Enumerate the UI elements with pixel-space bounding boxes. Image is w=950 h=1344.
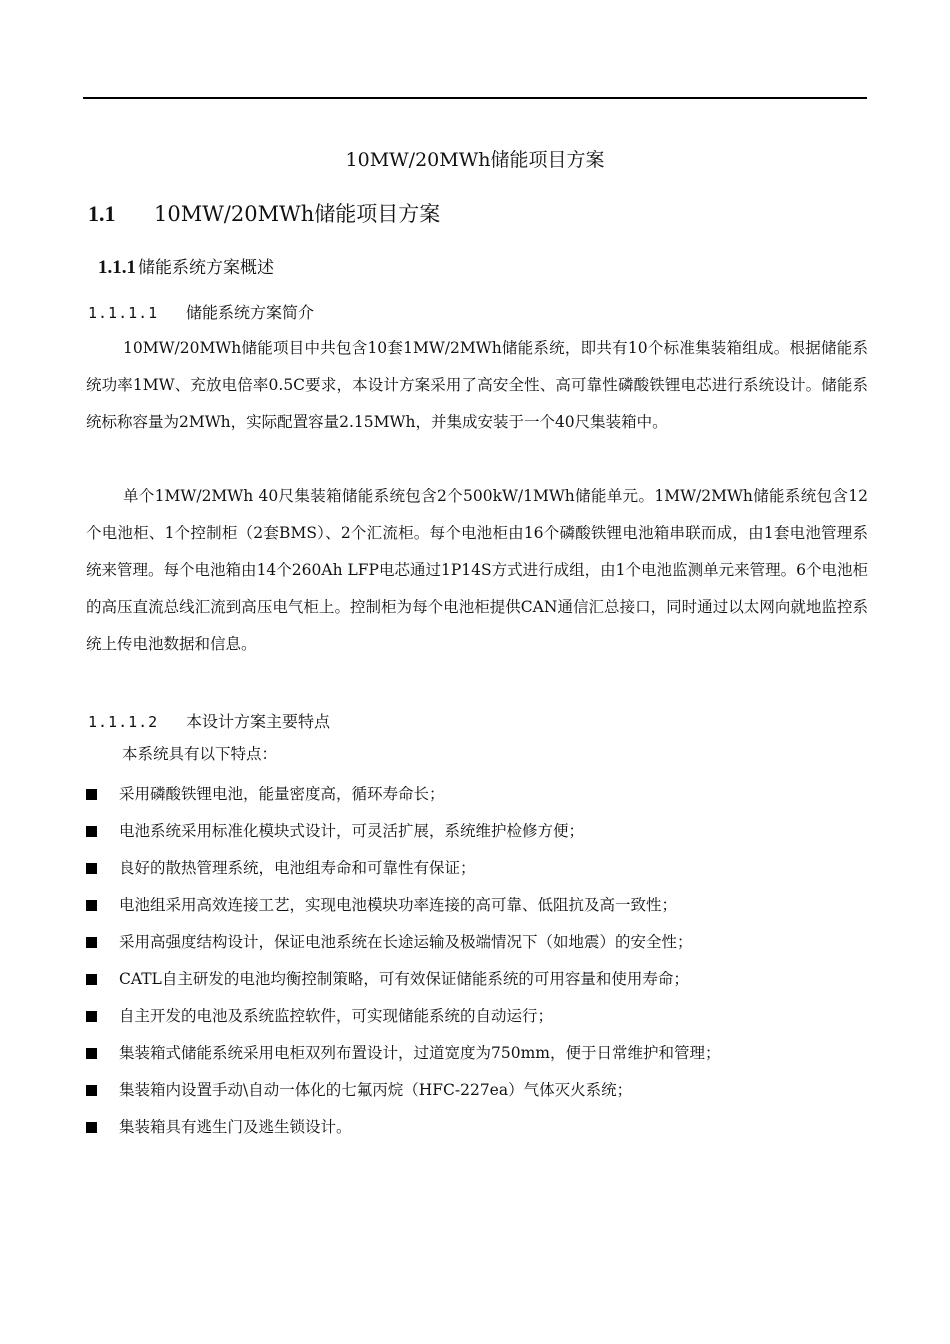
heading-text: 储能系统方案概述 (138, 258, 274, 278)
black-square-icon (86, 937, 97, 948)
heading-number: 1.1.1.2 (88, 713, 159, 731)
paragraph-structure: 单个1MW/2MWh 40尺集装箱储能系统包含2个500kW/1MWh储能单元。1MW/2MWh储能系统包含12个电池柜、1个控制柜（2套BMS）、2个汇流柜。每个电池柜由16个磷酸铁锂电池箱串联而成，由1套电池管理系统来管理。每个电池箱由14个260Ah LFP电芯通过1P14S方式进行成组，由1个电池监测单元来管理。6个电池柜的高压直流总线汇流到高压电气柜上。控制柜为每个电池柜提供CAN通信汇总接口，同时通过以太网向就地监控系统上传电池数据和信息。 (86, 487, 868, 653)
feature-item (86, 1035, 720, 1072)
heading-text: 10MW/20MWh储能项目方案 (154, 202, 441, 226)
feature-item (86, 850, 720, 887)
feature-text: 良好的散热管理系统，电池组寿命和可靠性有保证； (119, 859, 476, 877)
features-intro: 本系统具有以下特点： (122, 745, 278, 763)
black-square-icon (86, 900, 97, 911)
black-square-icon (86, 789, 97, 800)
feature-text: CATL自主研发的电池均衡控制策略，可有效保证储能系统的可用容量和使用寿命； (119, 970, 689, 988)
feature-text: 集装箱式储能系统采用电柜双列布置设计，过道宽度为750mm，便于日常维护和管理； (119, 1044, 721, 1062)
document-title: 10MW/20MWh储能项目方案 (345, 149, 605, 171)
heading-number: 1.1 (88, 201, 116, 226)
feature-text: 采用磷酸铁锂电池，能量密度高，循环寿命长； (119, 785, 445, 803)
feature-text: 电池系统采用标准化模块式设计，可灵活扩展，系统维护检修方便； (119, 822, 585, 840)
feature-item (86, 998, 720, 1035)
feature-item (86, 776, 720, 813)
feature-item (86, 813, 720, 850)
feature-text: 采用高强度结构设计，保证电池系统在长途运输及极端情况下（如地震）的安全性； (119, 933, 693, 951)
feature-item (86, 1072, 720, 1109)
heading-1-1 (88, 198, 440, 228)
feature-item (86, 961, 720, 998)
heading-number: 1.1.1 (98, 257, 136, 278)
header-rule (83, 97, 867, 99)
heading-number: 1.1.1.1 (88, 304, 159, 322)
heading-text: 本设计方案主要特点 (186, 712, 331, 731)
heading-1-1-1-1 (88, 300, 314, 323)
feature-item (86, 887, 720, 924)
feature-item (86, 924, 720, 961)
black-square-icon (86, 1011, 97, 1022)
black-square-icon (86, 1085, 97, 1096)
black-square-icon (86, 974, 97, 985)
black-square-icon (86, 826, 97, 837)
feature-text: 电池组采用高效连接工艺，实现电池模块功率连接的高可靠、低阻抗及高一致性； (119, 896, 678, 914)
features-list (86, 776, 720, 1146)
black-square-icon (86, 1048, 97, 1059)
paragraph-intro: 10MW/20MWh储能项目中共包含10套1MW/2MWh储能系统，即共有10个标准集装箱组成。根据储能系统功率1MW、充放电倍率0.5C要求，本设计方案采用了高安全性、高可靠性磷酸铁锂电芯进行系统设计。储能系统标称容量为2MWh，实际配置容量2.15MWh，并集成安装于一个40尺集装箱中。 (86, 339, 868, 431)
heading-text: 储能系统方案简介 (186, 303, 315, 322)
feature-text: 集装箱内设置手动\自动一体化的七氟丙烷（HFC-227ea）气体灭火系统； (119, 1081, 633, 1099)
feature-text: 集装箱具有逃生门及逃生锁设计。 (119, 1118, 352, 1136)
black-square-icon (86, 1122, 97, 1133)
heading-1-1-1-2 (88, 709, 330, 732)
black-square-icon (86, 863, 97, 874)
feature-text: 自主开发的电池及系统监控软件，可实现储能系统的自动运行； (119, 1007, 554, 1025)
heading-1-1-1 (98, 253, 274, 279)
feature-item (86, 1109, 720, 1146)
